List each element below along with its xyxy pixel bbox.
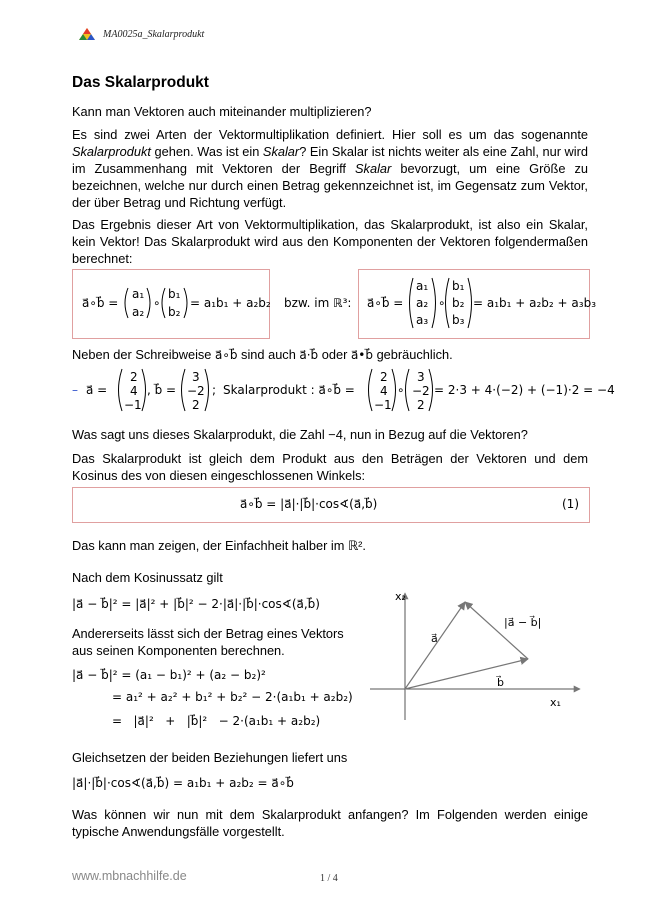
- svg-text:a⃗∘b⃗ =: a⃗∘b⃗ =: [82, 296, 119, 310]
- svg-text:4: 4: [380, 384, 388, 398]
- svg-text:4: 4: [130, 384, 138, 398]
- svg-text:= a₁b₁ + a₂b₂ + a₃b₃: = a₁b₁ + a₂b₂ + a₃b₃: [473, 296, 597, 310]
- example-formula: [72, 366, 615, 414]
- svg-text:−1: −1: [124, 398, 142, 412]
- closing-paragraph: Was können wir nun mit dem Skalarprodukt anfangen? Im Folgenden werden einige typische Anwendungsfälle vorgestellt.: [72, 807, 588, 839]
- svg-text:b⃗: b⃗: [497, 676, 504, 689]
- betrag-line-3: = |a⃗|² + |b⃗|² − 2·(a₁b₁ + a₂b₂): [112, 714, 321, 728]
- svg-text:, b⃗ =: , b⃗ =: [147, 383, 177, 397]
- svg-text:x₁: x₁: [550, 696, 561, 709]
- kosinus-intro: Nach dem Kosinussatz gilt: [72, 570, 223, 585]
- betrag-text: Andererseits lässt sich der Betrag eines Vektors aus seinen Komponenten berechnen.: [72, 626, 344, 658]
- formula-r3: [365, 272, 597, 334]
- doc-id: MA0025a_Skalarprodukt: [103, 29, 205, 40]
- intro-question: Kann man Vektoren auch miteinander multiplizieren?: [72, 104, 372, 119]
- svg-text:a₁: a₁: [132, 287, 145, 301]
- svg-text:−1: −1: [374, 398, 392, 412]
- svg-text:x₂: x₂: [395, 590, 406, 603]
- svg-text:2: 2: [380, 370, 388, 384]
- svg-text:2: 2: [192, 398, 200, 412]
- betrag-line-1: |a⃗ − b⃗|² = (a₁ − b₁)² + (a₂ − b₂)²: [72, 668, 266, 682]
- svg-text:a⃗ =: a⃗ =: [86, 383, 108, 397]
- question-two: Was sagt uns dieses Skalarprodukt, die Zahl −4, nun in Bezug auf die Vektoren?: [72, 427, 528, 442]
- svg-text:a₃: a₃: [416, 313, 429, 327]
- paragraph-cosine: Das Skalarprodukt ist gleich dem Produkt aus den Beträgen der Vektoren und dem Kosinus des von diesen eingeschlossenen Winkels:: [72, 451, 588, 483]
- formula-cos: a⃗∘b⃗ = |a⃗|·|b⃗|·cos∢(a⃗,b⃗): [240, 497, 378, 511]
- formula-r2: [80, 278, 271, 328]
- notation-line: Neben der Schreibweise a⃗∘b⃗ sind auch a⃗·b⃗ oder a⃗•b⃗ gebräuchlich.: [72, 347, 453, 362]
- vector-a-minus-b: [465, 602, 528, 659]
- svg-text:3: 3: [192, 370, 200, 384]
- svg-text:−2: −2: [187, 384, 205, 398]
- page-title: Das Skalarprodukt: [72, 74, 209, 91]
- paragraph-result: Das Ergebnis dieser Art von Vektormultiplikation, das Skalarprodukt, ist also ein Skalar, kein Vektor! Das Skalarprodukt wird aus den Komponenten der Vektoren folgendermaßen berechnet:: [72, 217, 588, 266]
- svg-text:a⃗∘b⃗ =: a⃗∘b⃗ =: [367, 296, 404, 310]
- svg-text:2: 2: [417, 398, 425, 412]
- svg-text:Skalarprodukt : a⃗∘b⃗ =: Skalarprodukt : a⃗∘b⃗ =: [223, 383, 355, 397]
- paragraph-definition: Es sind zwei Arten der Vektormultiplikation definiert. Hier soll es um das sogenannte Skalarprodukt gehen. Was ist ein Skalar? Ein Skalar ist nichts weiter als eine Zahl, nur wird im Zusammenhang mit Vektoren der Begriff Skalar bevorzugt, um eine Größe zu bezeichnen, welche nur durch einen Betrag gekennzeichnet ist, im Gegensatz zum Vektor, der über Betrag und Richtung verfügt.: [72, 127, 588, 210]
- svg-text:b₃: b₃: [452, 313, 465, 327]
- svg-text:–: –: [72, 383, 78, 397]
- kosinus-formula: |a⃗ − b⃗|² = |a⃗|² + |b⃗|² − 2·|a⃗|·|b⃗|·cos∢(a⃗,b⃗): [72, 597, 320, 611]
- gleich-formula: |a⃗|·|b⃗|·cos∢(a⃗,b⃗) = a₁b₁ + a₂b₂ = a⃗∘b⃗: [72, 776, 294, 790]
- svg-text:∘: ∘: [397, 383, 405, 397]
- betrag-line-2: = a₁² + a₂² + b₁² + b₂² − 2·(a₁b₁ + a₂b₂): [112, 690, 353, 704]
- svg-text:b₁: b₁: [452, 279, 465, 293]
- svg-text:a₁: a₁: [416, 279, 429, 293]
- svg-text:|a⃗ − b⃗|: |a⃗ − b⃗|: [504, 616, 542, 629]
- svg-text:∘: ∘: [438, 296, 446, 310]
- logo-icon: [78, 27, 96, 41]
- formula-number: (1): [562, 497, 579, 511]
- gleich-text: Gleichsetzen der beiden Beziehungen liefert uns: [72, 750, 348, 765]
- svg-text:= 2·3 + 4·(−2) + (−1)·2 = −4: = 2·3 + 4·(−2) + (−1)·2 = −4: [434, 383, 615, 397]
- svg-text:;: ;: [212, 383, 217, 397]
- svg-text:b₂: b₂: [168, 305, 181, 319]
- svg-text:2: 2: [130, 370, 138, 384]
- footer-site: www.mbnachhilfe.de: [72, 869, 187, 883]
- svg-text:b₂: b₂: [452, 296, 465, 310]
- vector-diagram: [365, 585, 590, 725]
- svg-text:a⃗: a⃗: [431, 632, 438, 645]
- page-number: 1 / 4: [320, 873, 338, 884]
- svg-text:∘: ∘: [153, 296, 161, 310]
- bzw-label: bzw. im ℝ³:: [284, 296, 352, 310]
- vector-b: [405, 659, 528, 689]
- svg-text:= a₁b₁ + a₂b₂: = a₁b₁ + a₂b₂: [190, 296, 271, 310]
- svg-text:b₁: b₁: [168, 287, 181, 301]
- svg-text:3: 3: [417, 370, 425, 384]
- svg-text:−2: −2: [412, 384, 430, 398]
- paragraph-proof: Das kann man zeigen, der Einfachheit halber im ℝ².: [72, 538, 366, 553]
- svg-text:a₂: a₂: [132, 305, 145, 319]
- svg-text:a₂: a₂: [416, 296, 429, 310]
